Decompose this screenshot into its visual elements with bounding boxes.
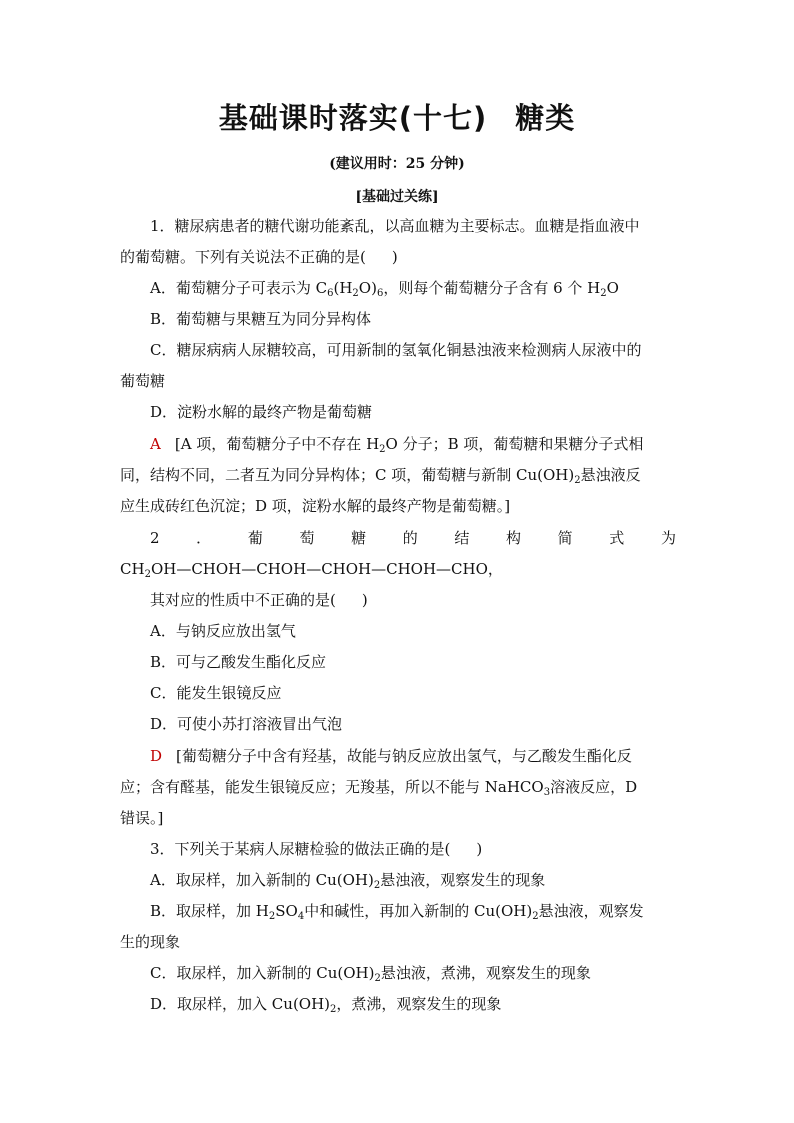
q1-option-d: D．淀粉水解的最终产物是葡萄糖 xyxy=(150,403,373,421)
title-main: 基础课时落实(十七) xyxy=(218,101,488,135)
q2-option-c: C．能发生银镜反应 xyxy=(150,684,282,702)
q2-formula: $CH_2OH—CHOH—CHOH—CHOH—CHOH—CHO$， xyxy=(120,560,503,580)
q3-option-b-line1: B．取尿样，加 $H_2SO_4$中和碱性，再加入新制的 $Cu(OH)_2$悬浊液，观察发 xyxy=(150,902,644,922)
q3-option-c: C．取尿样，加入新制的 $Cu(OH)_2$悬浊液，煮沸，观察发生的现象 xyxy=(150,964,591,984)
q1-stem-line1: 1．糖尿病患者的糖代谢功能紊乱，以高血糖为主要标志。血糖是指血液中 xyxy=(150,217,640,235)
q3-option-b-line2: 生的现象 xyxy=(120,933,181,951)
q1-option-b: B．葡萄糖与果糖互为同分异构体 xyxy=(150,310,372,328)
section-heading: [基础过关练] xyxy=(355,189,439,205)
q2-answer: D xyxy=(150,747,163,765)
q2-stem-line3: 其对应的性质中不正确的是( ) xyxy=(150,591,368,609)
q1-explanation-line3: 应生成砖红色沉淀；D 项，淀粉水解的最终产物是葡萄糖。] xyxy=(120,497,511,515)
q2-stem-line1: 2 ． 葡 萄 糖 的 结 构 简 式 为 xyxy=(150,529,676,547)
page-title xyxy=(0,96,794,137)
title-topic: 糖类 xyxy=(515,101,576,135)
suggested-time: (建议用时：25 分钟) xyxy=(329,156,465,172)
q1-option-c-line1: C．糖尿病病人尿糖较高，可用新制的氢氧化铜悬浊液来检测病人尿液中的 xyxy=(150,341,642,359)
q3-option-d: D．取尿样，加入 $Cu(OH)_2$，煮沸，观察发生的现象 xyxy=(150,995,502,1015)
q2-option-b: B．可与乙酸发生酯化反应 xyxy=(150,653,327,671)
q2-explanation-line2: 应；含有醛基，能发生银镜反应；无羧基，所以不能与 NaHCO$_3$溶液反应，D xyxy=(120,778,638,798)
q1-explanation-line1: A [A 项，葡萄糖分子中不存在 $H_2O$ 分子；B 项，葡萄糖和果糖分子式相 xyxy=(150,435,644,455)
q2-explanation-line1: D [葡萄糖分子中含有羟基，故能与钠反应放出氢气，与乙酸发生酯化反 xyxy=(150,747,632,765)
q1-explanation-line2: 同，结构不同，二者互为同分异构体；C 项，葡萄糖与新制 $Cu(OH)_2$悬浊液反 xyxy=(120,466,641,486)
q1-answer: A xyxy=(150,435,161,453)
q2-option-d: D．可使小苏打溶液冒出气泡 xyxy=(150,715,343,733)
q1-stem-line2: 的葡萄糖。下列有关说法不正确的是( ) xyxy=(120,248,398,266)
q1-option-a: A．葡萄糖分子可表示为 $C_6(H_2O)_6$，则每个葡萄糖分子含有 6 个 $H_2O$ xyxy=(150,279,619,299)
q3-option-a: A．取尿样，加入新制的 $Cu(OH)_2$悬浊液，观察发生的现象 xyxy=(150,871,546,891)
q2-explanation-line3: 错误。] xyxy=(120,809,164,827)
q2-option-a: A．与钠反应放出氢气 xyxy=(150,622,296,640)
q3-stem: 3．下列关于某病人尿糖检验的做法正确的是( ) xyxy=(150,840,483,858)
q1-option-c-line2: 葡萄糖 xyxy=(120,372,166,390)
